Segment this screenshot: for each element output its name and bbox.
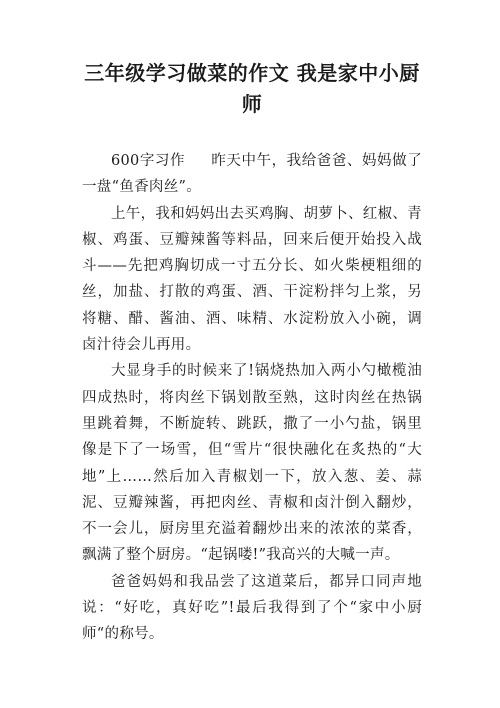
intro-text: 昨天中午，我给爸爸、妈妈做了一盘“鱼香肉丝”。 [82, 153, 422, 196]
document-title: 三年级学习做菜的作文 我是家中小厨师 [84, 61, 420, 116]
paragraph-cooking: 大显身手的时候来了!锅烧热加入两小勺橄榄油四成热时，将肉丝下锅划散至熟，这时肉丝在热锅里跳着舞，不断旋转、跳跃，撒了一小勺盐，锅里像是下了一场雪，但“雪片“很快融化在炙热的“大地”上……然后加入青椒划一下，放入葱、姜、蒜泥、豆瓣辣酱，再把肉丝、青椒和卤汁倒入翻炒，不一会儿，厨房里充溢着翻炒出来的浓浓的菜香，飘满了整个厨房。“起锅喽!”我高兴的大喊一声。 [82, 363, 422, 564]
paragraph-shopping: 上午，我和妈妈出去买鸡胸、胡萝卜、红椒、青椒、鸡蛋、豆瓣辣酱等料品，回来后便开始投入战斗——先把鸡胸切成一寸五分长、如火柴梗粗细的丝，加盐、打散的鸡蛋、酒、干淀粉拌匀上浆，另将糖、醋、酱油、酒、味精、水淀粉放入小碗，调卤汁待会儿再用。 [82, 205, 422, 354]
intro-label: 600字习作 [111, 153, 186, 169]
paragraph-ending: 爸爸妈妈和我品尝了这道菜后，都异口同声地说：“好吃，真好吃”!最后我得到了个“家中小厨师“的称号。 [82, 573, 422, 643]
intro-paragraph [82, 148, 422, 201]
